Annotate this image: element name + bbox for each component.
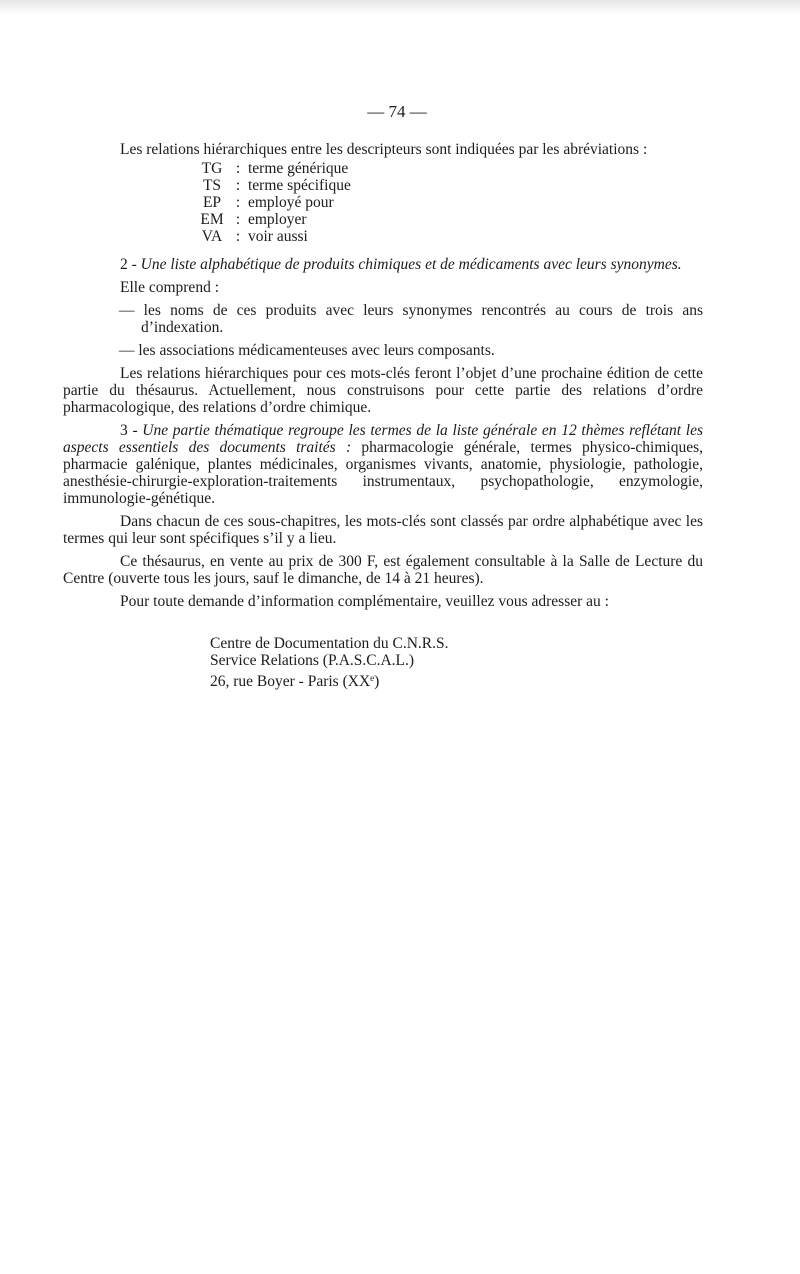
section-2-lead: Elle comprend : — [120, 279, 219, 296]
section-2-paragraph: Les relations hiérarchiques pour ces mots-clés feront l’objet d’une prochaine édition de cette partie du thésaurus. Actuellement, nous construisons pour cette partie des relations d’ordre pharmacologique, des relations d’ordre chimique. — [63, 365, 703, 416]
abbreviation-meaning: voir aussi — [248, 228, 308, 245]
list-item: — les noms de ces produits avec leurs synonymes rencontrés au cours de trois ans d’indexation. — [119, 302, 703, 336]
section-2-number: 2 - — [120, 256, 141, 273]
price-paragraph: Ce thésaurus, en vente au prix de 300 F, est également consultable à la Salle de Lecture du Centre (ouverte tous les jours, sauf le dimanche, de 14 à 21 heures). — [63, 553, 703, 587]
section-3-text: pharmacologie générale, termes physico-chimiques, pharmacie galénique, plantes médicinales, organismes vivants, anatomie, physiologie, pathologie, anesthésie-chirurgie-exploration-traitements instrumentaux, psychopathologie, enzymologie, immunologie-génétique. — [63, 439, 704, 507]
abbreviation-code: EP — [202, 194, 222, 211]
abbreviation-code: VA — [201, 228, 223, 245]
abbreviation-meaning: terme générique — [248, 160, 349, 177]
section-3-paragraph — [63, 422, 703, 507]
address-block — [63, 635, 703, 690]
abbreviation-colon: : — [235, 228, 241, 245]
abbreviation-colon: : — [235, 194, 241, 211]
abbreviation-colon: : — [235, 211, 241, 228]
abbreviation-row — [196, 211, 351, 228]
address-line: Centre de Documentation du C.N.R.S. — [210, 635, 449, 652]
abbreviation-table — [196, 160, 351, 245]
page-number: — 74 — — [367, 102, 427, 121]
intro-paragraph: Les relations hiérarchiques entre les descripteurs sont indiquées par les abréviations : — [120, 141, 648, 158]
section-3-title: Une partie thématique regroupe les termes de la liste générale en 12 thèmes reflétant les aspects essentiels des documents traités : — [63, 422, 703, 456]
page-top-edge — [0, 0, 800, 14]
abbreviation-code: EM — [200, 211, 224, 228]
section-3-number: 3 - — [120, 422, 143, 439]
address-superscript: e — [370, 673, 375, 683]
subchapters-paragraph: Dans chacun de ces sous-chapitres, les mots-clés sont classés par ordre alphabétique avec les termes qui leur sont spécifiques s’il y a lieu. — [63, 513, 703, 547]
address-line: Service Relations (P.A.S.C.A.L.) — [210, 652, 415, 669]
list-item: — les associations médicamenteuses avec leurs composants. — [119, 342, 495, 359]
address-line — [210, 673, 703, 690]
abbreviation-code: TS — [202, 177, 222, 194]
abbreviation-colon: : — [235, 177, 241, 194]
document-page — [63, 103, 703, 690]
abbreviation-row — [196, 160, 351, 177]
abbreviation-row — [196, 228, 351, 245]
abbreviation-meaning: employer — [248, 211, 307, 228]
contact-paragraph: Pour toute demande d’information complémentaire, veuillez vous adresser au : — [120, 593, 609, 610]
abbreviation-colon: : — [235, 160, 241, 177]
address-street: 26, rue Boyer - Paris (XX — [210, 673, 371, 690]
abbreviation-meaning: terme spécifique — [248, 177, 351, 194]
abbreviation-meaning: employé pour — [248, 194, 334, 211]
abbreviation-code: TG — [201, 160, 223, 177]
section-2-heading — [63, 256, 703, 273]
section-2-title: Une liste alphabétique de produits chimiques et de médicaments avec leurs synonymes. — [140, 256, 682, 273]
abbreviation-row — [196, 194, 351, 211]
address-close-paren: ) — [374, 673, 380, 690]
abbreviation-row — [196, 177, 351, 194]
